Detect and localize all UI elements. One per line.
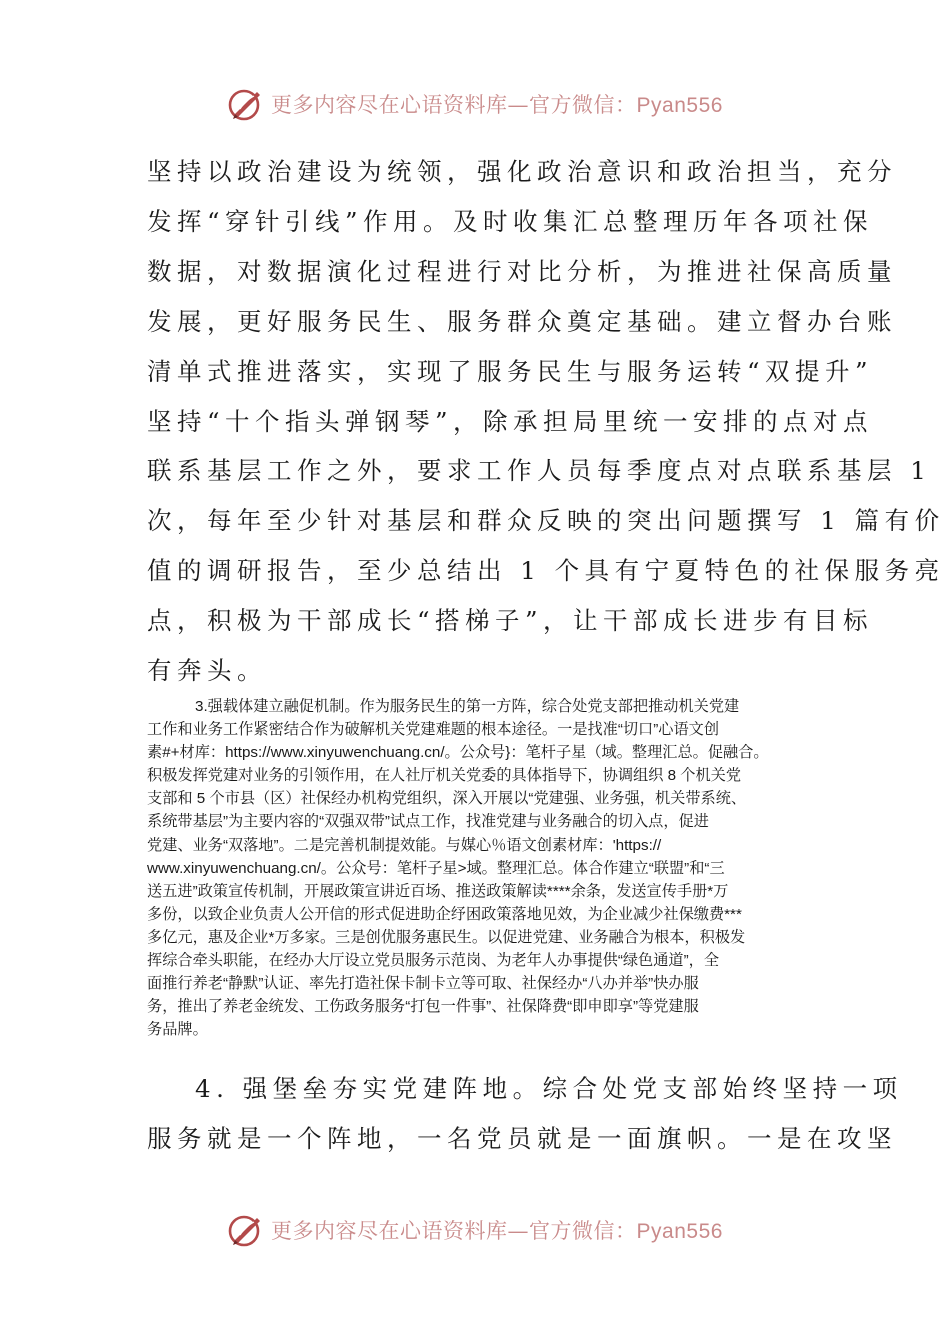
text-line: www.xinyuwenchuang.cn/。公众号：笔杆子星>域。整理汇总。体合作建立“联盟”和“三 — [147, 859, 725, 877]
text-line: 务，推出了养老金统发、工伤政务服务“打包一件事”、社保降费“即申即享”等党建服 — [147, 998, 699, 1016]
body-paragraph-closing — [147, 1064, 903, 1164]
header-watermark-banner — [0, 84, 950, 124]
text-line: 数据，对数据演化过程进行对比分析，为推进社保高质量 — [147, 256, 897, 286]
text-line: 4. 强堡垒夯实党建阵地。综合处党支部始终坚持一项 — [195, 1074, 903, 1103]
text-line: 党建、业务“双落地”。二是完善机制提效能。与媒心％语文创素材库：'https:// — [147, 836, 662, 854]
text-line: 清单式推进落实，实现了服务民生与服务运转“双提升” — [147, 356, 874, 386]
text-line: 支部和 5 个市县（区）社保经办机构党组织，深入开展以“党建强、业务强，机关带系统、 — [147, 790, 747, 808]
pen-logo-icon — [227, 86, 265, 122]
text-line: 积极发挥党建对业务的引领作用，在人社厅机关党委的具体指导下，协调组织 8 个机关党 — [147, 767, 742, 785]
banner-text: 更多内容尽在心语资料库—官方微信：Pyan556 — [271, 1219, 723, 1243]
banner-text: 更多内容尽在心语资料库—官方微信：Pyan556 — [271, 93, 723, 117]
text-line: 联系基层工作之外，要求工作人员每季度点对点联系基层 1 — [147, 456, 932, 486]
text-line: 面推行养老“静默”认证、率先打造社保卡制卡立等可取、社保经办“八办并举”快办服 — [147, 975, 699, 993]
text-line: 服务就是一个阵地，一名党员就是一面旗帜。一是在攻坚 — [147, 1124, 897, 1153]
pen-logo-icon — [227, 1212, 265, 1248]
text-line: 有奔头。 — [147, 656, 267, 686]
text-line: 工作和业务工作紧密结合作为破解机关党建难题的根本途径。一是找准“切口”心语文创 — [147, 721, 720, 739]
text-line: 次，每年至少针对基层和群众反映的突出问题撰写 1 篇有价 — [147, 506, 945, 536]
text-line: 坚持以政治建设为统领，强化政治意识和政治担当，充分 — [147, 157, 897, 186]
text-line: 发展，更好服务民生、服务群众奠定基础。建立督办台账 — [147, 306, 897, 336]
text-line: 多亿元，惠及企业*万多家。三是创优服务惠民生。以促进党建、业务融合为根本，积极发 — [147, 928, 746, 946]
body-paragraph-small — [147, 695, 817, 1041]
text-line: 务品牌。 — [147, 1021, 208, 1039]
text-line: 坚持“十个指头弹钢琴”，除承担局里统一安排的点对点 — [147, 406, 874, 436]
footer-watermark-banner — [0, 1210, 950, 1250]
text-line: 素#+材库：https://www.xinyuwenchuang.cn/。公众号}：笔杆子星（域。整理汇总。促融合。 — [147, 744, 769, 762]
body-paragraph-large — [147, 147, 945, 696]
text-line: 值的调研报告，至少总结出 1 个具有宁夏特色的社保服务亮 — [147, 556, 945, 586]
text-line: 3.强载体建立融促机制。作为服务民生的第一方阵，综合处党支部把推动机关党建 — [195, 698, 740, 715]
text-line: 送五进”政策宣传机制，开展政策宣讲近百场、推送政策解读****余条，发送宣传手册*万 — [147, 882, 729, 900]
text-line: 点，积极为干部成长“搭梯子”，让干部成长进步有目标 — [147, 606, 874, 636]
text-line: 发挥“穿针引线”作用。及时收集汇总整理历年各项社保 — [147, 206, 874, 236]
text-line: 系统带基层”为主要内容的“双强双带”试点工作，找准党建与业务融合的切入点，促进 — [147, 813, 709, 831]
text-line: 多份，以致企业负责人公开信的形式促进助企纾困政策落地见效，为企业减少社保缴费*** — [147, 905, 742, 923]
text-line: 挥综合牵头职能，在经办大厅设立党员服务示范岗、为老年人办事提供“绿色通道”，全 — [147, 952, 720, 970]
